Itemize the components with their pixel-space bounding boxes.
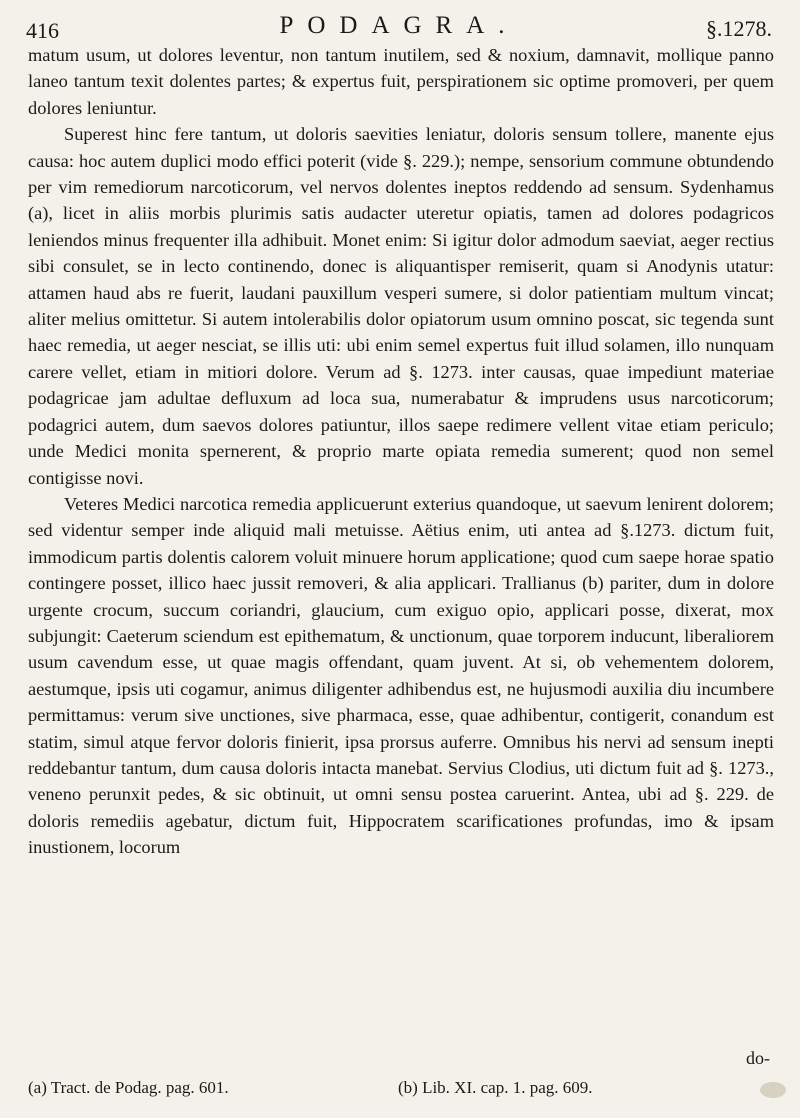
footnote-a: (a) Tract. de Podag. pag. 601. [28,1078,229,1097]
ink-stain [760,1082,786,1098]
page-header [26,8,772,42]
running-title: PODAGRA. [279,12,519,39]
catchword: do- [746,1048,770,1068]
page-number: 416 [26,18,59,43]
section-number: §.1278. [706,16,772,41]
footnote-b: (b) Lib. XI. cap. 1. pag. 609. [398,1078,593,1097]
paragraph: Superest hinc fere tantum, ut doloris saevities leniatur, doloris sensum tollere, manente ejus causa: hoc autem duplici modo effici poterit (vide §. 229.); nempe, sensorium commune obtundendo per vim remediorum narcoticorum, vel nervos dolentes ineptos reddendo ad sensum. Sydenhamus (a), licet in aliis morbis plurimis satis audacter uteretur opiatis, tamen ad dolores podagricos leniendos minus frequenter illa adhibuit. Monet enim: Si igitur dolor admodum saeviat, aeger rectius sibi consulet, se in lecto continendo, donec is aliquantisper remiserit, quam si Anodynis utatur: attamen haud abs re fuerit, laudani pauxillum vesperi sumere, si dolor patientiam multum vincat; aliter melius omittetur. Si autem intolerabilis dolor opiatorum usum omnino poscat, sic tegenda sunt haec remedia, ut aeger nesciat, se illis uti: ubi enim semel expertus fuit illud solamen, illo nunquam carere vellet, etiam in mitiori dolore. Verum ad §. 1273. inter causas, quae impediunt materiae podagricae jam adultae defluxum ad loca sua, numerabatur & imprudens usus narcoticorum; podagrici autem, dum saevos dolores patiuntur, illos saepe redimere vellent vitae etiam periculo; unde Medici monita spernerent, & proprio marte opiata remedia sumerent; quod non semel contigisse novi. [28,124,774,488]
body-text [28,42,774,861]
paragraph: Veteres Medici narcotica remedia applicuerunt exterius quandoque, ut saevum lenirent dolorem; sed videntur semper inde aliquid mali metuisse. Aëtius enim, uti antea ad §.1273. dictum fuit, immodicum partis dolentis calorem voluit minuere horum applicatione; quod cum saepe horae spatio contingere posset, illico haec jussit removeri, & alia applicari. Trallianus (b) pariter, dum in dolore urgente crocum, succum coriandri, glaucium, cum exiguo opio, applicari posse, dixerat, mox subjungit: Caeterum sciendum est epithematum, & unctionum, quae torporem inducunt, liberaliorem usum cavendum esse, ut quae magis offendant, quam juvent. At si, ob vehementem dolorem, aestumque, ipsis uti cogamur, animus diligenter adhibendus est, ne hujusmodi auxilia diu incumbere permittamus: verum sive unctiones, sive pharmaca, esse, quae adhibentur, contigerit, conandum est statim, simul atque fervor doloris finierit, ipsa prorsus auferre. Omnibus his nervi ad sensum inepti reddebantur tantum, dum causa doloris intacta manebat. Servius Clodius, uti dictum fuit ad §. 1273., veneno perunxit pedes, & sic obtinuit, ut omni sensu postea caruerint. Antea, ubi ad §. 229. de doloris remediis agebatur, dictum fuit, Hippocratem scarificationes profundas, imo & ipsam inustionem, locorum [28,493,774,858]
paragraph: matum usum, ut dolores leventur, non tantum inutilem, sed & noxium, damnavit, mollique panno laneo tantum texit dolentes partes; & expertus fuit, perspirationem sic optime promoveri, per quem dolores leniuntur. [28,45,774,118]
